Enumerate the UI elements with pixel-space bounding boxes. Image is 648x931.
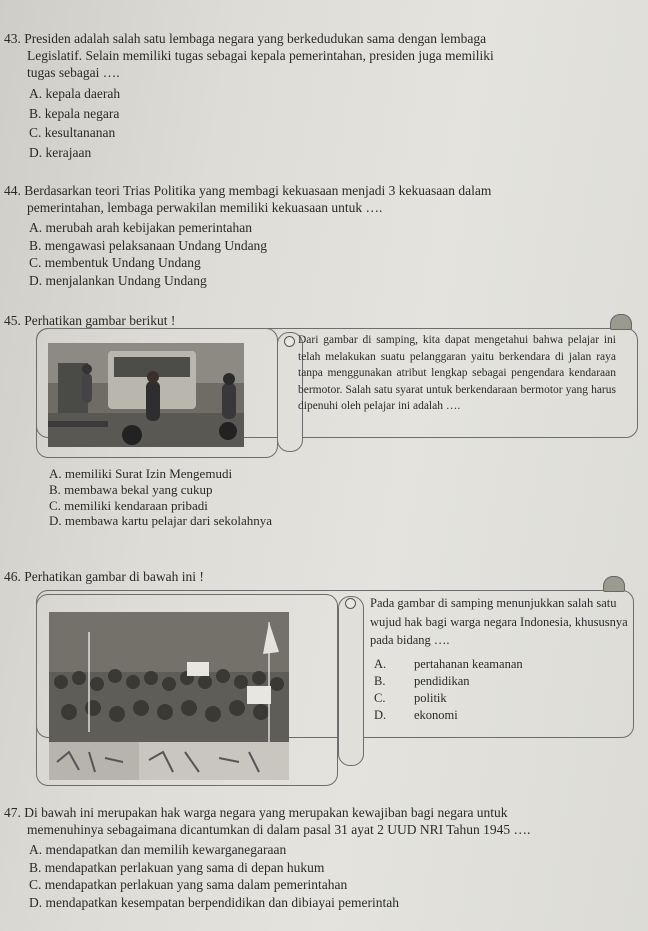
options-list [4, 219, 604, 289]
bullet-dot [345, 598, 356, 609]
option-b[interactable]: B. pendidikan [374, 674, 470, 688]
stem-line: memenuhinya sebagaimana dicantumkan di dalam pasal 31 ayat 2 UUD NRI Tahun 1945 …. [27, 822, 531, 837]
option-c[interactable]: C. membentuk Undang Undang [29, 255, 201, 270]
options-list [4, 841, 634, 911]
option-b[interactable]: B. mendapatkan perlakuan yang sama di depan hukum [29, 859, 325, 875]
stem-line: pemerintahan, lembaga perwakilan memiliki kekuasaan untuk …. [27, 200, 383, 215]
question-43-stem [4, 30, 564, 81]
option-b[interactable]: B. membawa bekal yang cukup [49, 481, 213, 497]
option-a[interactable]: A. pertahanan keamanan [374, 657, 523, 671]
question-number: 43. [4, 31, 21, 46]
question-45-title: 45. Perhatikan gambar berikut ! [4, 313, 176, 328]
question-44 [4, 182, 604, 289]
question-number: 47. [4, 805, 21, 820]
card-divider-pill [338, 596, 364, 766]
options-list [4, 84, 564, 162]
bullet-dot [284, 336, 295, 347]
option-c[interactable]: C. kesultananan [29, 125, 116, 140]
option-b[interactable]: B. kepala negara [29, 105, 120, 121]
question-number: 44. [4, 183, 21, 198]
option-d[interactable]: D. kerajaan [29, 144, 92, 160]
question-47 [4, 804, 634, 911]
option-d[interactable]: D. ekonomi [374, 708, 458, 722]
question-46-options [374, 656, 523, 724]
stem-line: Di bawah ini merupakan hak warga negara yang merupakan kewajiban bagi negara untuk [24, 805, 508, 820]
option-a[interactable]: A. kepala daerah [29, 86, 121, 101]
student-motorcycle-photo [48, 343, 244, 447]
question-43 [4, 30, 564, 162]
stem-line: Legislatif. Selain memiliki tugas sebagai kepala pemerintahan, presiden juga memiliki [27, 48, 494, 63]
option-c[interactable]: C. politik [374, 691, 447, 705]
stem-line: Presiden adalah salah satu lembaga negara yang berkedudukan sama dengan lembaga [24, 31, 487, 46]
option-c[interactable]: C. memiliki kendaraan pribadi [49, 497, 208, 513]
card-tab-decoration [610, 314, 632, 330]
option-c[interactable]: C. mendapatkan perlakuan yang sama dalam pemerintahan [29, 877, 348, 892]
question-46-note: Pada gambar di samping menunjukkan salah satu wujud hak bagi warga negara Indonesia, khususnya pada bidang …. [370, 596, 628, 647]
question-46-title: 46. Perhatikan gambar di bawah ini ! [4, 569, 204, 584]
question-44-stem [4, 182, 604, 216]
option-a[interactable]: A. memiliki Surat Izin Mengemudi [49, 466, 233, 481]
crowd-demonstration-photo [49, 612, 289, 780]
option-a[interactable]: A. mendapatkan dan memilih kewarganegaraan [29, 842, 287, 857]
question-45-note: Dari gambar di samping, kita dapat mengetahui bahwa pelajar ini telah melakukan suatu pelanggaran yaitu berkendara di jalan raya tanpa menggunakan atribut lengkap sebagai pengendara kendaraan bermotor. Salah satu syarat untuk berkendaraan bermotor yang harus dipenuhi oleh pelajar ini adalah …. [298, 334, 616, 412]
question-47-stem [4, 804, 634, 838]
question-45-options [49, 466, 272, 529]
stem-line: tugas sebagai …. [27, 65, 120, 80]
option-d[interactable]: D. menjalankan Undang Undang [29, 272, 207, 288]
option-a[interactable]: A. merubah arah kebijakan pemerintahan [29, 220, 253, 235]
option-b[interactable]: B. mengawasi pelaksanaan Undang Undang [29, 237, 268, 253]
option-d[interactable]: D. membawa kartu pelajar dari sekolahnya [49, 513, 273, 529]
card-tab-decoration [603, 576, 625, 592]
option-d[interactable]: D. mendapatkan kesempatan berpendidikan dan dibiayai pemerintah [29, 894, 399, 910]
stem-line: Berdasarkan teori Trias Politika yang membagi kekuasaan menjadi 3 kekuasaan dalam [24, 183, 492, 198]
